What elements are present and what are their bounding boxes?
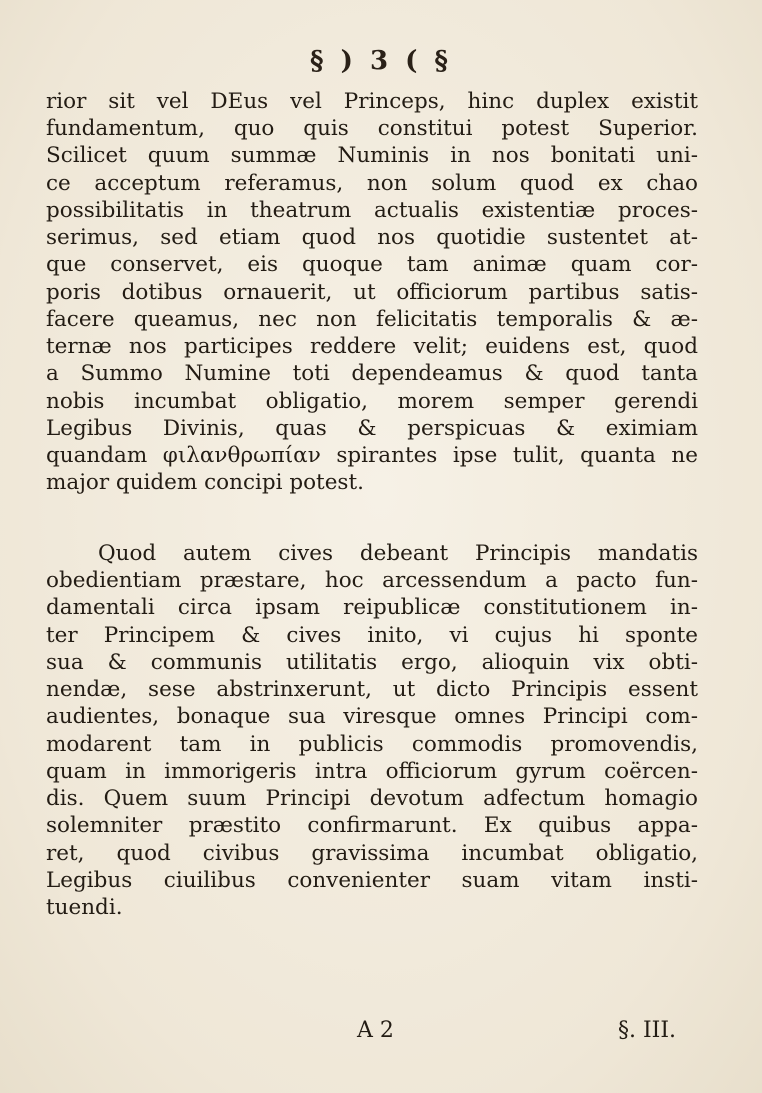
text-line: nendæ, sese abstrinxerunt, ut dicto Principis essent — [46, 677, 698, 702]
text-line: nobis incumbat obligatio, morem semper gerendi — [46, 389, 698, 414]
text-line: quam in immorigeris intra officiorum gyrum coërcen- — [46, 759, 698, 784]
text-line: dis. Quem suum Principi devotum adfectum homagio — [46, 786, 698, 811]
text-line: solemniter præstito confirmarunt. Ex quibus appa- — [46, 813, 698, 838]
page-header-ornament: § ) 3 ( § — [309, 46, 453, 76]
text-line: major quidem concipi potest. — [46, 470, 364, 495]
text-line: poris dotibus ornauerit, ut officiorum partibus satis- — [46, 280, 698, 305]
text-line: ter Principem & cives inito, vi cujus hi sponte — [46, 623, 698, 648]
text-line: modarent tam in publicis commodis promovendis, — [46, 732, 698, 757]
text-line: Scilicet quum summæ Numinis in nos bonitati uni- — [46, 143, 698, 168]
text-line: Legibus Divinis, quas & perspicuas & eximiam — [46, 416, 698, 441]
text-line: sua & communis utilitatis ergo, alioquin vix obti- — [46, 650, 698, 675]
text-line: serimus, sed etiam quod nos quotidie sustentet at- — [46, 225, 698, 250]
text-line: Quod autem cives debeant Principis mandatis — [98, 541, 698, 566]
text-line: damentali circa ipsam reipublicæ constitutionem in- — [46, 595, 698, 620]
text-line: fundamentum, quo quis constitui potest Superior. — [46, 116, 698, 141]
text-line: que conservet, eis quoque tam animæ quam cor- — [46, 252, 698, 277]
text-line: tuendi. — [46, 895, 123, 920]
text-line: Legibus ciuilibus convenienter suam vitam insti- — [46, 868, 698, 893]
text-line: ce acceptum referamus, non solum quod ex chao — [46, 171, 698, 196]
text-line: obedientiam præstare, hoc arcessendum a pacto fun- — [46, 568, 698, 593]
text-line: facere queamus, nec non felicitatis temporalis & æ- — [46, 307, 698, 332]
text-line: quandam φιλανθρωπίαν spirantes ipse tulit, quanta ne — [46, 443, 698, 468]
catchword: §. III. — [618, 1018, 677, 1043]
text-line: rior sit vel DEus vel Princeps, hinc duplex existit — [46, 89, 698, 114]
text-line: a Summo Numine toti dependeamus & quod tanta — [46, 361, 698, 386]
text-line: ret, quod civibus gravissima incumbat obligatio, — [46, 841, 698, 866]
text-line: possibilitatis in theatrum actualis existentiæ proces- — [46, 198, 698, 223]
text-line: ternæ nos participes reddere velit; euidens est, quod — [46, 334, 698, 359]
page-footer — [0, 1010, 762, 1050]
signature-mark: A 2 — [357, 1018, 394, 1043]
text-line: audientes, bonaque sua viresque omnes Principi com- — [46, 704, 698, 729]
